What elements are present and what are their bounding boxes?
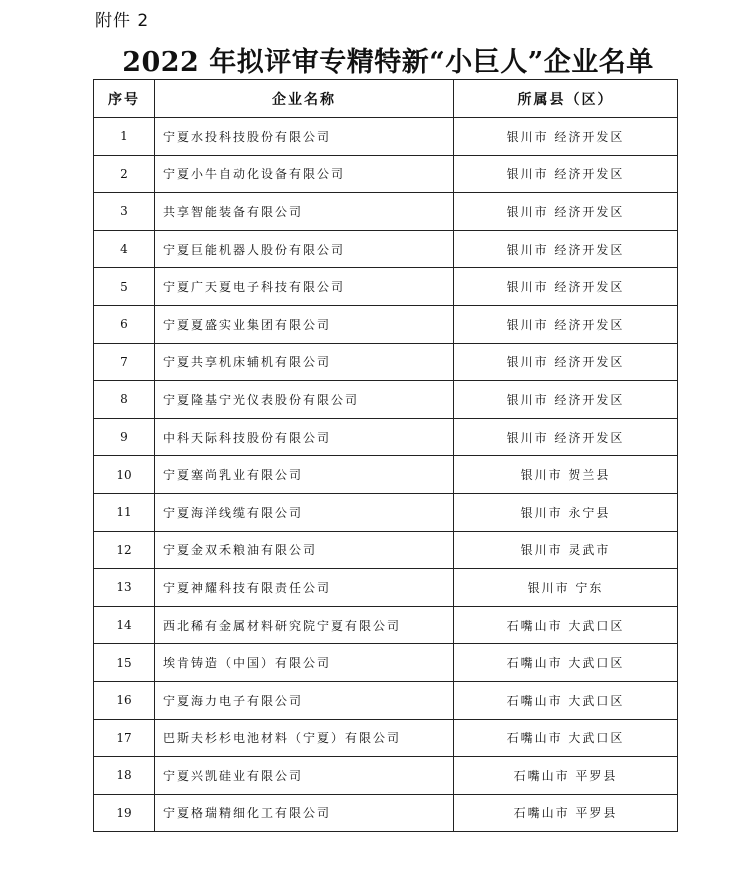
- enterprise-name-cell: 宁夏巨能机器人股份有限公司: [155, 230, 454, 268]
- enterprise-name-cell: 西北稀有金属材料研究院宁夏有限公司: [155, 606, 454, 644]
- table-row: [94, 569, 678, 607]
- enterprise-name-cell: 埃肯铸造（中国）有限公司: [155, 644, 454, 682]
- enterprise-name-cell: 宁夏共享机床辅机有限公司: [155, 343, 454, 381]
- district-cell: 银川市 经济开发区: [454, 381, 678, 419]
- header-serial-number: 序号: [94, 80, 155, 118]
- enterprise-name-cell: 宁夏隆基宁光仪表股份有限公司: [155, 381, 454, 419]
- serial-number-cell: 18: [94, 757, 155, 795]
- table-row: [94, 794, 678, 832]
- district-cell: 银川市 经济开发区: [454, 268, 678, 306]
- enterprise-name-cell: 宁夏海洋线缆有限公司: [155, 493, 454, 531]
- serial-number-cell: 13: [94, 569, 155, 607]
- serial-number-cell: 10: [94, 456, 155, 494]
- district-cell: 石嘴山市 大武口区: [454, 606, 678, 644]
- serial-number-cell: 2: [94, 155, 155, 193]
- table-row: [94, 757, 678, 795]
- enterprise-name-cell: 宁夏海力电子有限公司: [155, 681, 454, 719]
- serial-number-cell: 12: [94, 531, 155, 569]
- serial-number-cell: 1: [94, 118, 155, 156]
- table-body: [94, 118, 678, 832]
- table-row: [94, 606, 678, 644]
- enterprise-name-cell: 宁夏塞尚乳业有限公司: [155, 456, 454, 494]
- district-cell: 银川市 经济开发区: [454, 418, 678, 456]
- enterprise-name-cell: 宁夏夏盛实业集团有限公司: [155, 305, 454, 343]
- district-cell: 石嘴山市 平罗县: [454, 757, 678, 795]
- district-cell: 石嘴山市 大武口区: [454, 644, 678, 682]
- district-cell: 银川市 灵武市: [454, 531, 678, 569]
- district-cell: 银川市 经济开发区: [454, 305, 678, 343]
- table-header-row: [94, 80, 678, 118]
- enterprise-name-cell: 共享智能装备有限公司: [155, 193, 454, 231]
- attachment-label: 附件 2: [95, 11, 150, 31]
- header-enterprise-name: 企业名称: [155, 80, 454, 118]
- serial-number-cell: 15: [94, 644, 155, 682]
- header-district: 所属县（区）: [454, 80, 678, 118]
- table-row: [94, 418, 678, 456]
- enterprise-name-cell: 宁夏广天夏电子科技有限公司: [155, 268, 454, 306]
- table-row: [94, 681, 678, 719]
- enterprise-name-cell: 宁夏格瑞精细化工有限公司: [155, 794, 454, 832]
- serial-number-cell: 5: [94, 268, 155, 306]
- district-cell: 石嘴山市 平罗县: [454, 794, 678, 832]
- serial-number-cell: 17: [94, 719, 155, 757]
- district-cell: 银川市 宁东: [454, 569, 678, 607]
- serial-number-cell: 6: [94, 305, 155, 343]
- enterprise-list-table: [93, 79, 678, 832]
- enterprise-name-cell: 宁夏小牛自动化设备有限公司: [155, 155, 454, 193]
- table-row: [94, 305, 678, 343]
- table-row: [94, 193, 678, 231]
- table-row: [94, 456, 678, 494]
- serial-number-cell: 4: [94, 230, 155, 268]
- enterprise-name-cell: 中科天际科技股份有限公司: [155, 418, 454, 456]
- table-row: [94, 343, 678, 381]
- table-header: [94, 80, 678, 118]
- enterprise-name-cell: 宁夏水投科技股份有限公司: [155, 118, 454, 156]
- table-row: [94, 230, 678, 268]
- enterprise-name-cell: 巴斯夫杉杉电池材料（宁夏）有限公司: [155, 719, 454, 757]
- district-cell: 石嘴山市 大武口区: [454, 719, 678, 757]
- document-title: 2022 年拟评审专精特新“小巨人”企业名单: [122, 47, 654, 78]
- district-cell: 银川市 经济开发区: [454, 193, 678, 231]
- district-cell: 银川市 经济开发区: [454, 118, 678, 156]
- serial-number-cell: 14: [94, 606, 155, 644]
- district-cell: 银川市 经济开发区: [454, 230, 678, 268]
- district-cell: 银川市 经济开发区: [454, 343, 678, 381]
- serial-number-cell: 3: [94, 193, 155, 231]
- serial-number-cell: 19: [94, 794, 155, 832]
- enterprise-name-cell: 宁夏神耀科技有限责任公司: [155, 569, 454, 607]
- serial-number-cell: 16: [94, 681, 155, 719]
- table-row: [94, 719, 678, 757]
- table-row: [94, 531, 678, 569]
- table-row: [94, 118, 678, 156]
- district-cell: 银川市 永宁县: [454, 493, 678, 531]
- serial-number-cell: 8: [94, 381, 155, 419]
- table-row: [94, 493, 678, 531]
- enterprise-name-cell: 宁夏金双禾粮油有限公司: [155, 531, 454, 569]
- table-row: [94, 381, 678, 419]
- enterprise-name-cell: 宁夏兴凯硅业有限公司: [155, 757, 454, 795]
- serial-number-cell: 11: [94, 493, 155, 531]
- serial-number-cell: 9: [94, 418, 155, 456]
- serial-number-cell: 7: [94, 343, 155, 381]
- district-cell: 银川市 经济开发区: [454, 155, 678, 193]
- table-row: [94, 644, 678, 682]
- district-cell: 银川市 贺兰县: [454, 456, 678, 494]
- table-row: [94, 268, 678, 306]
- district-cell: 石嘴山市 大武口区: [454, 681, 678, 719]
- table-row: [94, 155, 678, 193]
